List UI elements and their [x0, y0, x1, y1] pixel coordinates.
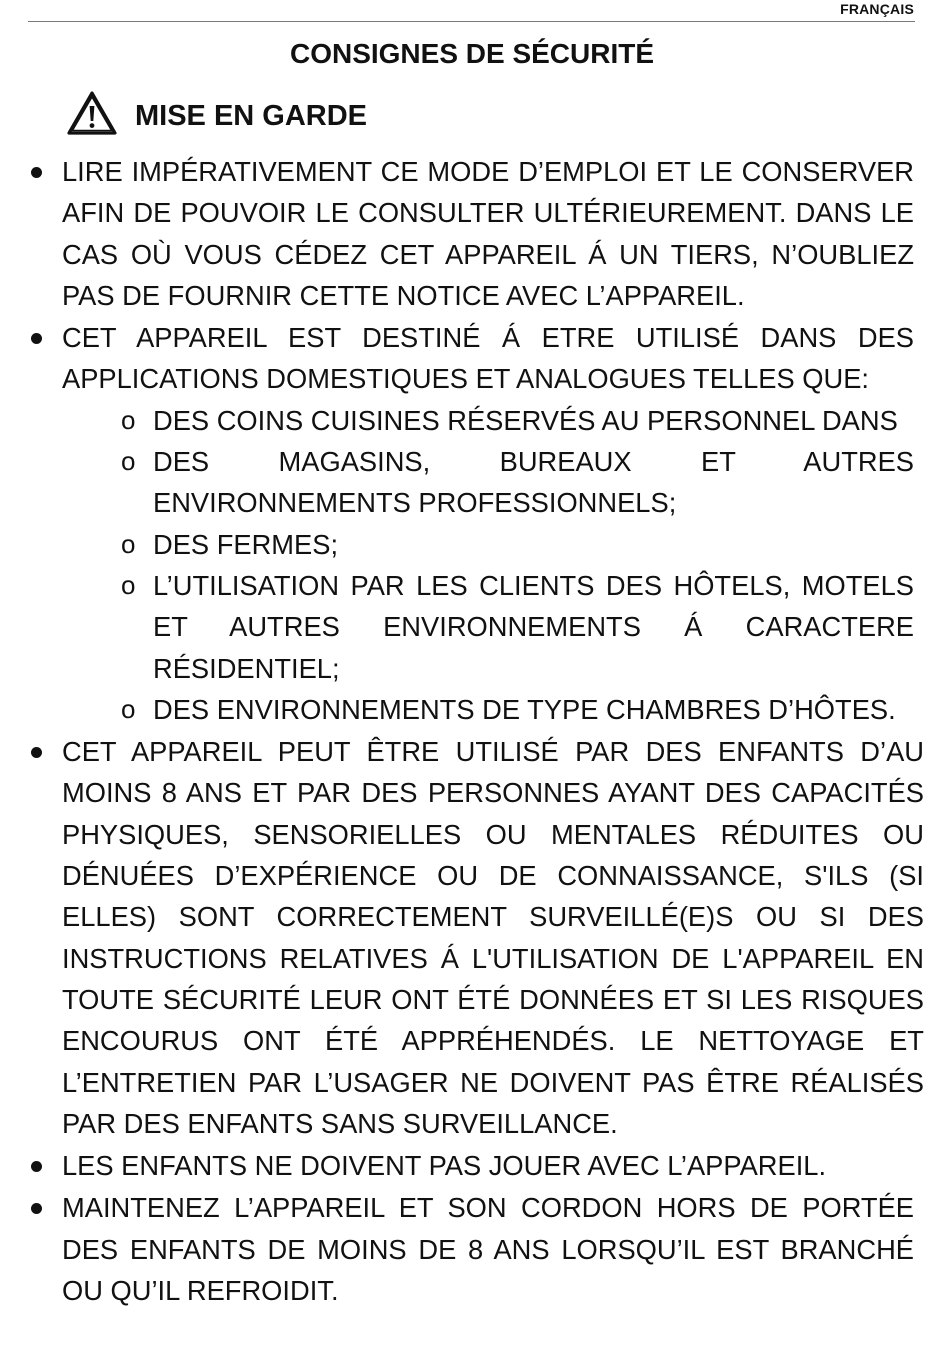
sub-list-item-text: DES MAGASINS, BUREAUX ET AUTRES ENVIRONNEMENTS PROFESSIONNELS;: [153, 446, 914, 519]
page-title: CONSIGNES DE SÉCURITÉ: [289, 38, 655, 69]
sub-list: [62, 400, 914, 730]
circle-bullet-icon: o: [121, 569, 136, 600]
list-item-text: CET APPAREIL EST DESTINÉ Á ETRE UTILISÉ DANS DES APPLICATIONS DOMESTIQUES ET ANALOGUES TELLES QUE:: [62, 322, 914, 395]
bullet-icon: [31, 167, 42, 178]
language-label: FRANÇAIS: [840, 1, 914, 17]
list-item-text: CET APPAREIL PEUT ÊTRE UTILISÉ PAR DES ENFANTS D’AU MOINS 8 ANS ET PAR DES PERSONNES AYANT DES CAPACITÉS PHYSIQUES, SENSORIELLES OU MENTALES RÉDUITES OU DÉNUÉES D’EXPÉRIENCE OU DE CONNAISSANCE, S'ILS (SI ELLES) SONT CORRECTEMENT SURVEILLÉ(E)S OU SI DES INSTRUCTIONS RELATIVES Á L'UTILISATION DE L'APPAREIL EN TOUTE SÉCURITÉ LEUR ONT ÉTÉ DONNÉES ET SI LES RISQUES ENCOURUS ONT ÉTÉ APPRÉHENDÉS. LE NETTOYAGE ET L’ENTRETIEN PAR L’USAGER NE DOIVENT PAS ÊTRE RÉALISÉS PAR DES ENFANTS SANS SURVEILLANCE.: [62, 736, 924, 1139]
list-item: [0, 151, 914, 316]
circle-bullet-icon: o: [121, 528, 136, 559]
warning-label: MISE EN GARDE: [135, 100, 368, 132]
list-item: [0, 1187, 914, 1311]
bullet-icon: [31, 747, 42, 758]
list-item-text: LIRE IMPÉRATIVEMENT CE MODE D’EMPLOI ET LE CONSERVER AFIN DE POUVOIR LE CONSULTER ULTÉRIEUREMENT. DANS LE CAS OÙ VOUS CÉDEZ CET APPAREIL Á UN TIERS, N’OUBLIEZ PAS DE FOURNIR CETTE NOTICE AVEC L’APPAREIL.: [62, 156, 914, 311]
bullet-icon: [31, 1161, 42, 1172]
sub-list-item-text: L’UTILISATION PAR LES CLIENTS DES HÔTELS, MOTELS ET AUTRES ENVIRONNEMENTS Á CARACTERE RÉSIDENTIEL;: [153, 569, 914, 684]
header-divider: [28, 21, 915, 22]
safety-instructions-list: [0, 151, 950, 1311]
sub-list-item-text: DES COINS CUISINES RÉSERVÉS AU PERSONNEL DANS: [153, 404, 898, 436]
list-item-text: LES ENFANTS NE DOIVENT PAS JOUER AVEC L’APPAREIL.: [62, 1150, 827, 1182]
list-item: [0, 317, 914, 730]
list-item: [0, 1145, 914, 1186]
sub-list-item: [62, 441, 914, 524]
bullet-icon: [31, 333, 42, 344]
sub-list-item: [62, 565, 914, 689]
sub-list-item: [62, 400, 914, 441]
sub-list-item-text: DES FERMES;: [153, 528, 339, 560]
circle-bullet-icon: o: [121, 693, 136, 724]
list-item: [0, 731, 924, 1144]
list-item-text: MAINTENEZ L’APPAREIL ET SON CORDON HORS DE PORTÉE DES ENFANTS DE MOINS DE 8 ANS LORSQU’IL EST BRANCHÉ OU QU’IL REFROIDIT.: [62, 1192, 914, 1307]
circle-bullet-icon: o: [121, 446, 136, 477]
sub-list-item-text: DES ENVIRONNEMENTS DE TYPE CHAMBRES D’HÔTES.: [153, 693, 896, 725]
bullet-icon: [31, 1203, 42, 1214]
sub-list-item: [62, 689, 914, 730]
circle-bullet-icon: o: [121, 404, 136, 435]
sub-list-item: [62, 524, 914, 565]
warning-heading: [66, 88, 367, 138]
warning-triangle-icon: [66, 90, 118, 136]
